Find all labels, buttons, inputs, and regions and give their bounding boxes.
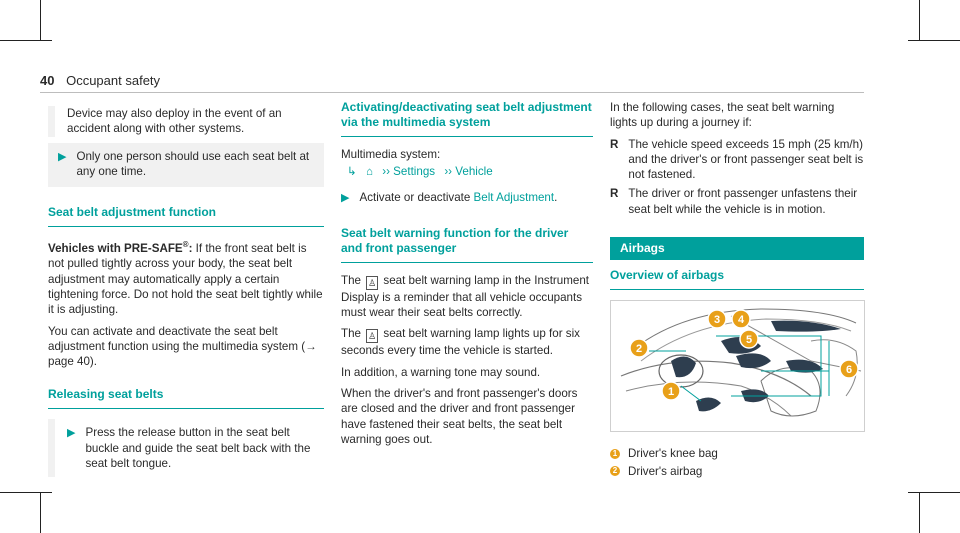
adjust-paragraph-2: You can activate and deactivate the seat belt adjustment function using the multimedia system (→ page 40). (48, 324, 317, 369)
header-rule (40, 92, 864, 93)
warning-paragraph-1 (341, 273, 593, 321)
heading-activating-seat-belt-adjustment: Activating/deactivating seat belt adjustment via the multimedia system (341, 100, 592, 129)
callout-4 (732, 310, 750, 328)
play-arrow-icon: ▶ (341, 191, 350, 204)
crop-mark (40, 493, 41, 533)
activate-step (341, 190, 593, 206)
cases-intro: In the following cases, the seat belt warning lights up during a journey if: (610, 101, 835, 130)
column-1 (48, 106, 324, 487)
chevron-icon: ›› (444, 165, 453, 179)
svg-text:2: 2 (635, 343, 643, 356)
svg-text:6: 6 (845, 364, 853, 377)
p2-text: seat belt warning lamp lights up for six seconds every time the vehicle is started. (341, 327, 580, 358)
warning-paragraph-4: When the driver's and front passenger's doors are closed and the driver and front passenger have fastened their seat belts, the seat belt warning goes out. (341, 387, 578, 446)
svg-text:5: 5 (745, 334, 753, 347)
callout-2 (630, 339, 648, 357)
page-number: 40 (40, 73, 55, 88)
p1-text: seat belt warning lamp in the Instrument Display is a reminder that all vehicle occupants must wear their seat belts correctly. (341, 273, 589, 320)
home-icon[interactable]: ⌂ (365, 165, 373, 179)
warning-paragraph-2 (341, 326, 593, 358)
svg-text:3: 3 (713, 314, 721, 327)
heading-rule (48, 408, 324, 409)
seatbelt-warning-icon: ♙ (368, 331, 377, 342)
section-title: Occupant safety (66, 73, 161, 88)
heading-rule (48, 226, 324, 227)
cases-list (610, 137, 864, 217)
crop-mark (919, 493, 920, 533)
airbag-illustration (610, 300, 865, 432)
heading-rule (341, 136, 593, 137)
step-prefix: Activate or deactivate (359, 190, 474, 204)
svg-text:4: 4 (737, 314, 745, 327)
legend-item (610, 446, 864, 461)
release-step-text: Press the release button in the seat belt buckle and guide the seat belt back with the seat belt tongue. (85, 426, 311, 471)
warning-paragraph-3: In addition, a warning tone may sound. (341, 365, 541, 379)
release-step (48, 419, 324, 477)
belt-adjustment-link[interactable]: Belt Adjustment (473, 190, 555, 204)
note-box (48, 143, 324, 188)
p1-prefix: The (341, 273, 365, 287)
menu-vehicle[interactable]: Vehicle (455, 165, 493, 179)
multimedia-label: Multimedia system: (341, 148, 441, 161)
note-text: Only one person should use each seat belt at any one time. (76, 149, 310, 178)
crop-mark (908, 492, 960, 493)
seatbelt-warning-icon: ♙ (368, 277, 377, 288)
column-3 (610, 100, 864, 481)
p2-prefix: The (341, 327, 365, 341)
return-arrow-icon: ↳ (347, 165, 357, 179)
adjust-text: If the front seat belt is not pulled tightly across your body, the seat belt adjustment may automatically apply a certain tightening force. Do not hold the seat belt tightly while it is adjusting. (48, 242, 323, 317)
variant-label: Vehicles with PRE‑SAFE (48, 242, 183, 256)
legend-number: 1 (610, 449, 620, 459)
legend-label: Driver's airbag (628, 464, 703, 478)
colon: : (188, 242, 193, 256)
list-item-text: The vehicle speed exceeds 15 mph (25 km/h) and the driver's or front passenger seat belt is not fastened. (628, 137, 864, 182)
adjust-paragraph (48, 237, 324, 317)
heading-overview-of-airbags: Overview of airbags (610, 268, 725, 283)
heading-seat-belt-adjustment: Seat belt adjustment function (48, 205, 217, 220)
legend-item (610, 464, 864, 479)
list-item (610, 137, 864, 183)
step-suffix: . (554, 190, 558, 204)
callout-6 (840, 360, 858, 378)
callout-5 (740, 330, 758, 348)
legend-label: Driver's knee bag (628, 447, 718, 461)
activate-step-text (359, 190, 557, 206)
legend-number: 2 (610, 466, 620, 476)
play-arrow-icon: ▶ (58, 150, 67, 163)
crop-mark (40, 0, 41, 40)
heading-seat-belt-warning: Seat belt warning function for the driver and front passenger (341, 225, 569, 255)
car-interior-drawing (611, 301, 864, 431)
airbags-banner: Airbags (610, 237, 864, 260)
play-arrow-icon: ▶ (67, 427, 76, 440)
heading-rule (610, 289, 864, 290)
crop-mark (908, 40, 960, 41)
crop-mark (0, 492, 52, 493)
heading-rule (341, 262, 593, 263)
crop-mark (919, 0, 920, 40)
menu-path (341, 164, 593, 179)
column-2 (341, 100, 593, 453)
page-header (40, 73, 160, 88)
crop-mark (0, 40, 52, 41)
bullet-mark: R (610, 137, 619, 151)
intro-text: Device may also deploy in the event of an accident along with other systems. (48, 106, 324, 137)
heading-releasing-seat-belts: Releasing seat belts (48, 387, 164, 402)
svg-text:1: 1 (667, 386, 675, 399)
bullet-mark: R (610, 187, 619, 201)
menu-settings[interactable]: Settings (393, 165, 436, 179)
list-item (610, 186, 864, 217)
registered-mark: ® (182, 240, 189, 250)
callout-3 (708, 310, 726, 328)
chevron-icon: ›› (382, 165, 390, 179)
list-item-text: The driver or front passenger unfastens their seat belt while the vehicle is in motion. (628, 187, 858, 216)
callout-1 (662, 382, 680, 400)
